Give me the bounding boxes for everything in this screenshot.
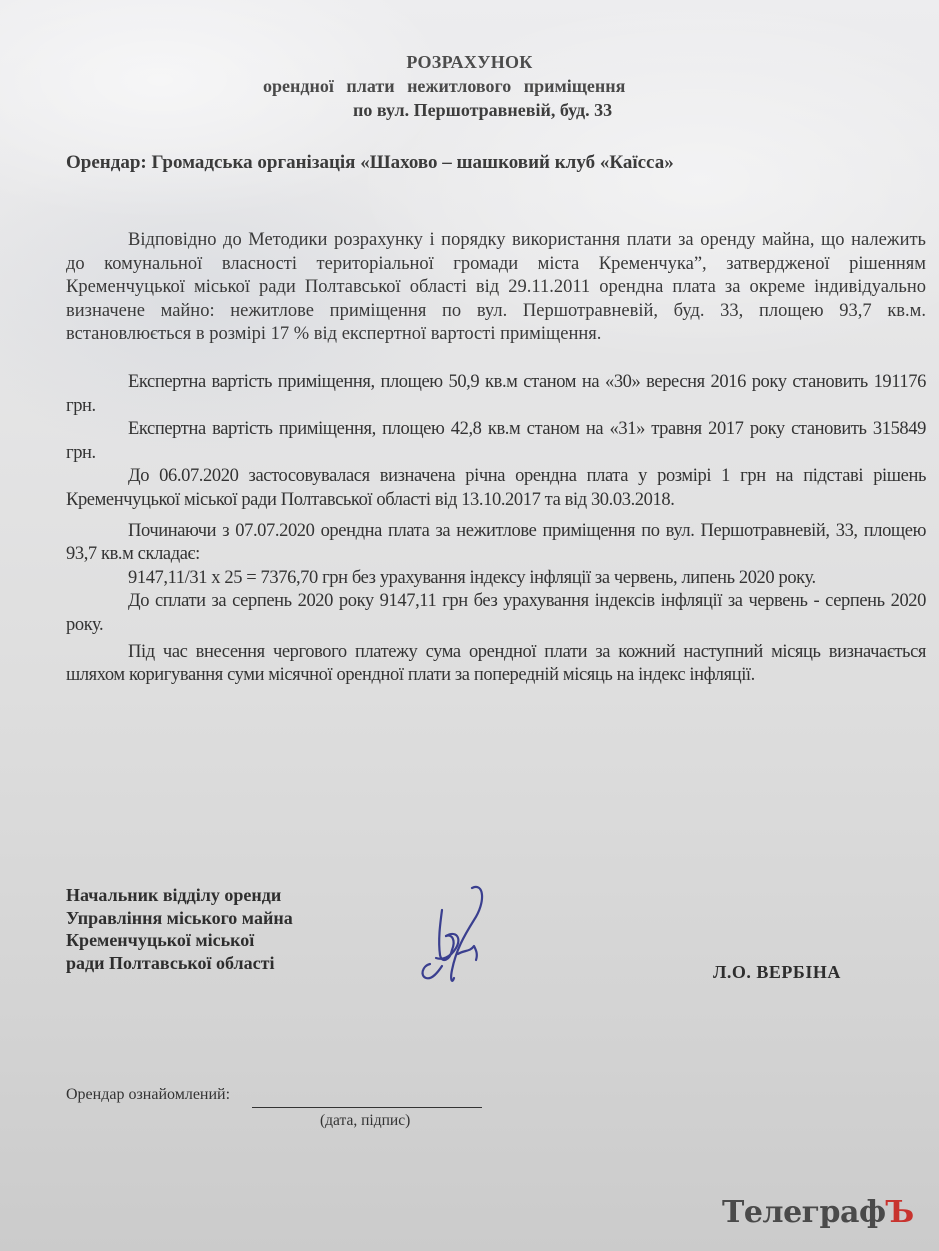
position-line: Управління міського майна — [66, 907, 293, 928]
signatory-position — [66, 884, 293, 974]
paragraph: Починаючи з 07.07.2020 орендна плата за нежитлове приміщення по вул. Першотравневій, 33, площею 93,7 кв.м складає: — [66, 520, 926, 565]
watermark-logo — [722, 1195, 914, 1230]
acknowledgement-label: Орендар ознайомлений: — [66, 1086, 231, 1103]
signatory-name: Л.О. ВЕРБІНА — [713, 962, 841, 982]
tenant-line: Орендар: Громадська організація «Шахово – шашковий клуб «Каїсса» — [66, 152, 674, 173]
watermark-text: Телеграф — [722, 1195, 886, 1230]
position-line: Начальник відділу оренди — [66, 885, 282, 905]
signature-line — [252, 1107, 482, 1108]
paragraph: Відповідно до Методики розрахунку і порядку використання плати за оренду майна, що належить до комунальної власності територіальної громади міста Кременчука”, затвердженої рішенням Кременчуцької міської ради Полтавської області від 29.11.2011 орендна плата за окреме індивідуально визначене майно: нежитлове приміщення по вул. Першотравневій, буд. 33, площею 93,7 кв.м. встановлюється в розмірі 17 % від експертної вартості приміщення. — [66, 230, 926, 345]
handwritten-signature-icon — [412, 880, 512, 990]
property-address: по вул. Першотравневій, буд. 33 — [353, 100, 613, 120]
document-subtitle: орендної плати нежитлового приміщення — [263, 76, 626, 96]
paragraph: До сплати за серпень 2020 року 9147,11 грн без урахування індексів інфляції за червень - серпень 2020 року. — [66, 591, 926, 635]
paragraph: Експертна вартість приміщення, площею 50,9 кв.м станом на «30» вересня 2016 року становить 191176 грн. — [66, 372, 926, 416]
paragraph: Експертна вартість приміщення, площею 42,8 кв.м станом на «31» травня 2017 року становить 315849 грн. — [66, 419, 926, 463]
position-line: ради Полтавської області — [66, 952, 275, 973]
paragraph: До 06.07.2020 застосовувалася визначена річна орендна плата у розмірі 1 грн на підставі рішень Кременчуцької міської ради Полтавської області від 13.10.2017 та від 30.03.2018. — [66, 466, 926, 510]
position-line: Кременчуцької міської — [66, 930, 255, 950]
watermark-accent: Ъ — [885, 1195, 914, 1230]
paragraph: Під час внесення чергового платежу сума орендної плати за кожний наступний місяць визначається шляхом коригування суми місячної орендної плати за попередній місяць на індекс інфляції. — [66, 641, 926, 686]
paragraph: 9147,11/31 х 25 = 7376,70 грн без урахування індексу інфляції за червень, липень 2020 року. — [128, 567, 816, 588]
methodology-paragraph — [66, 229, 926, 347]
signature-line-hint: (дата, підпис) — [320, 1112, 411, 1129]
document-title: РОЗРАХУНОК — [406, 52, 533, 72]
calculation-section — [66, 371, 926, 688]
